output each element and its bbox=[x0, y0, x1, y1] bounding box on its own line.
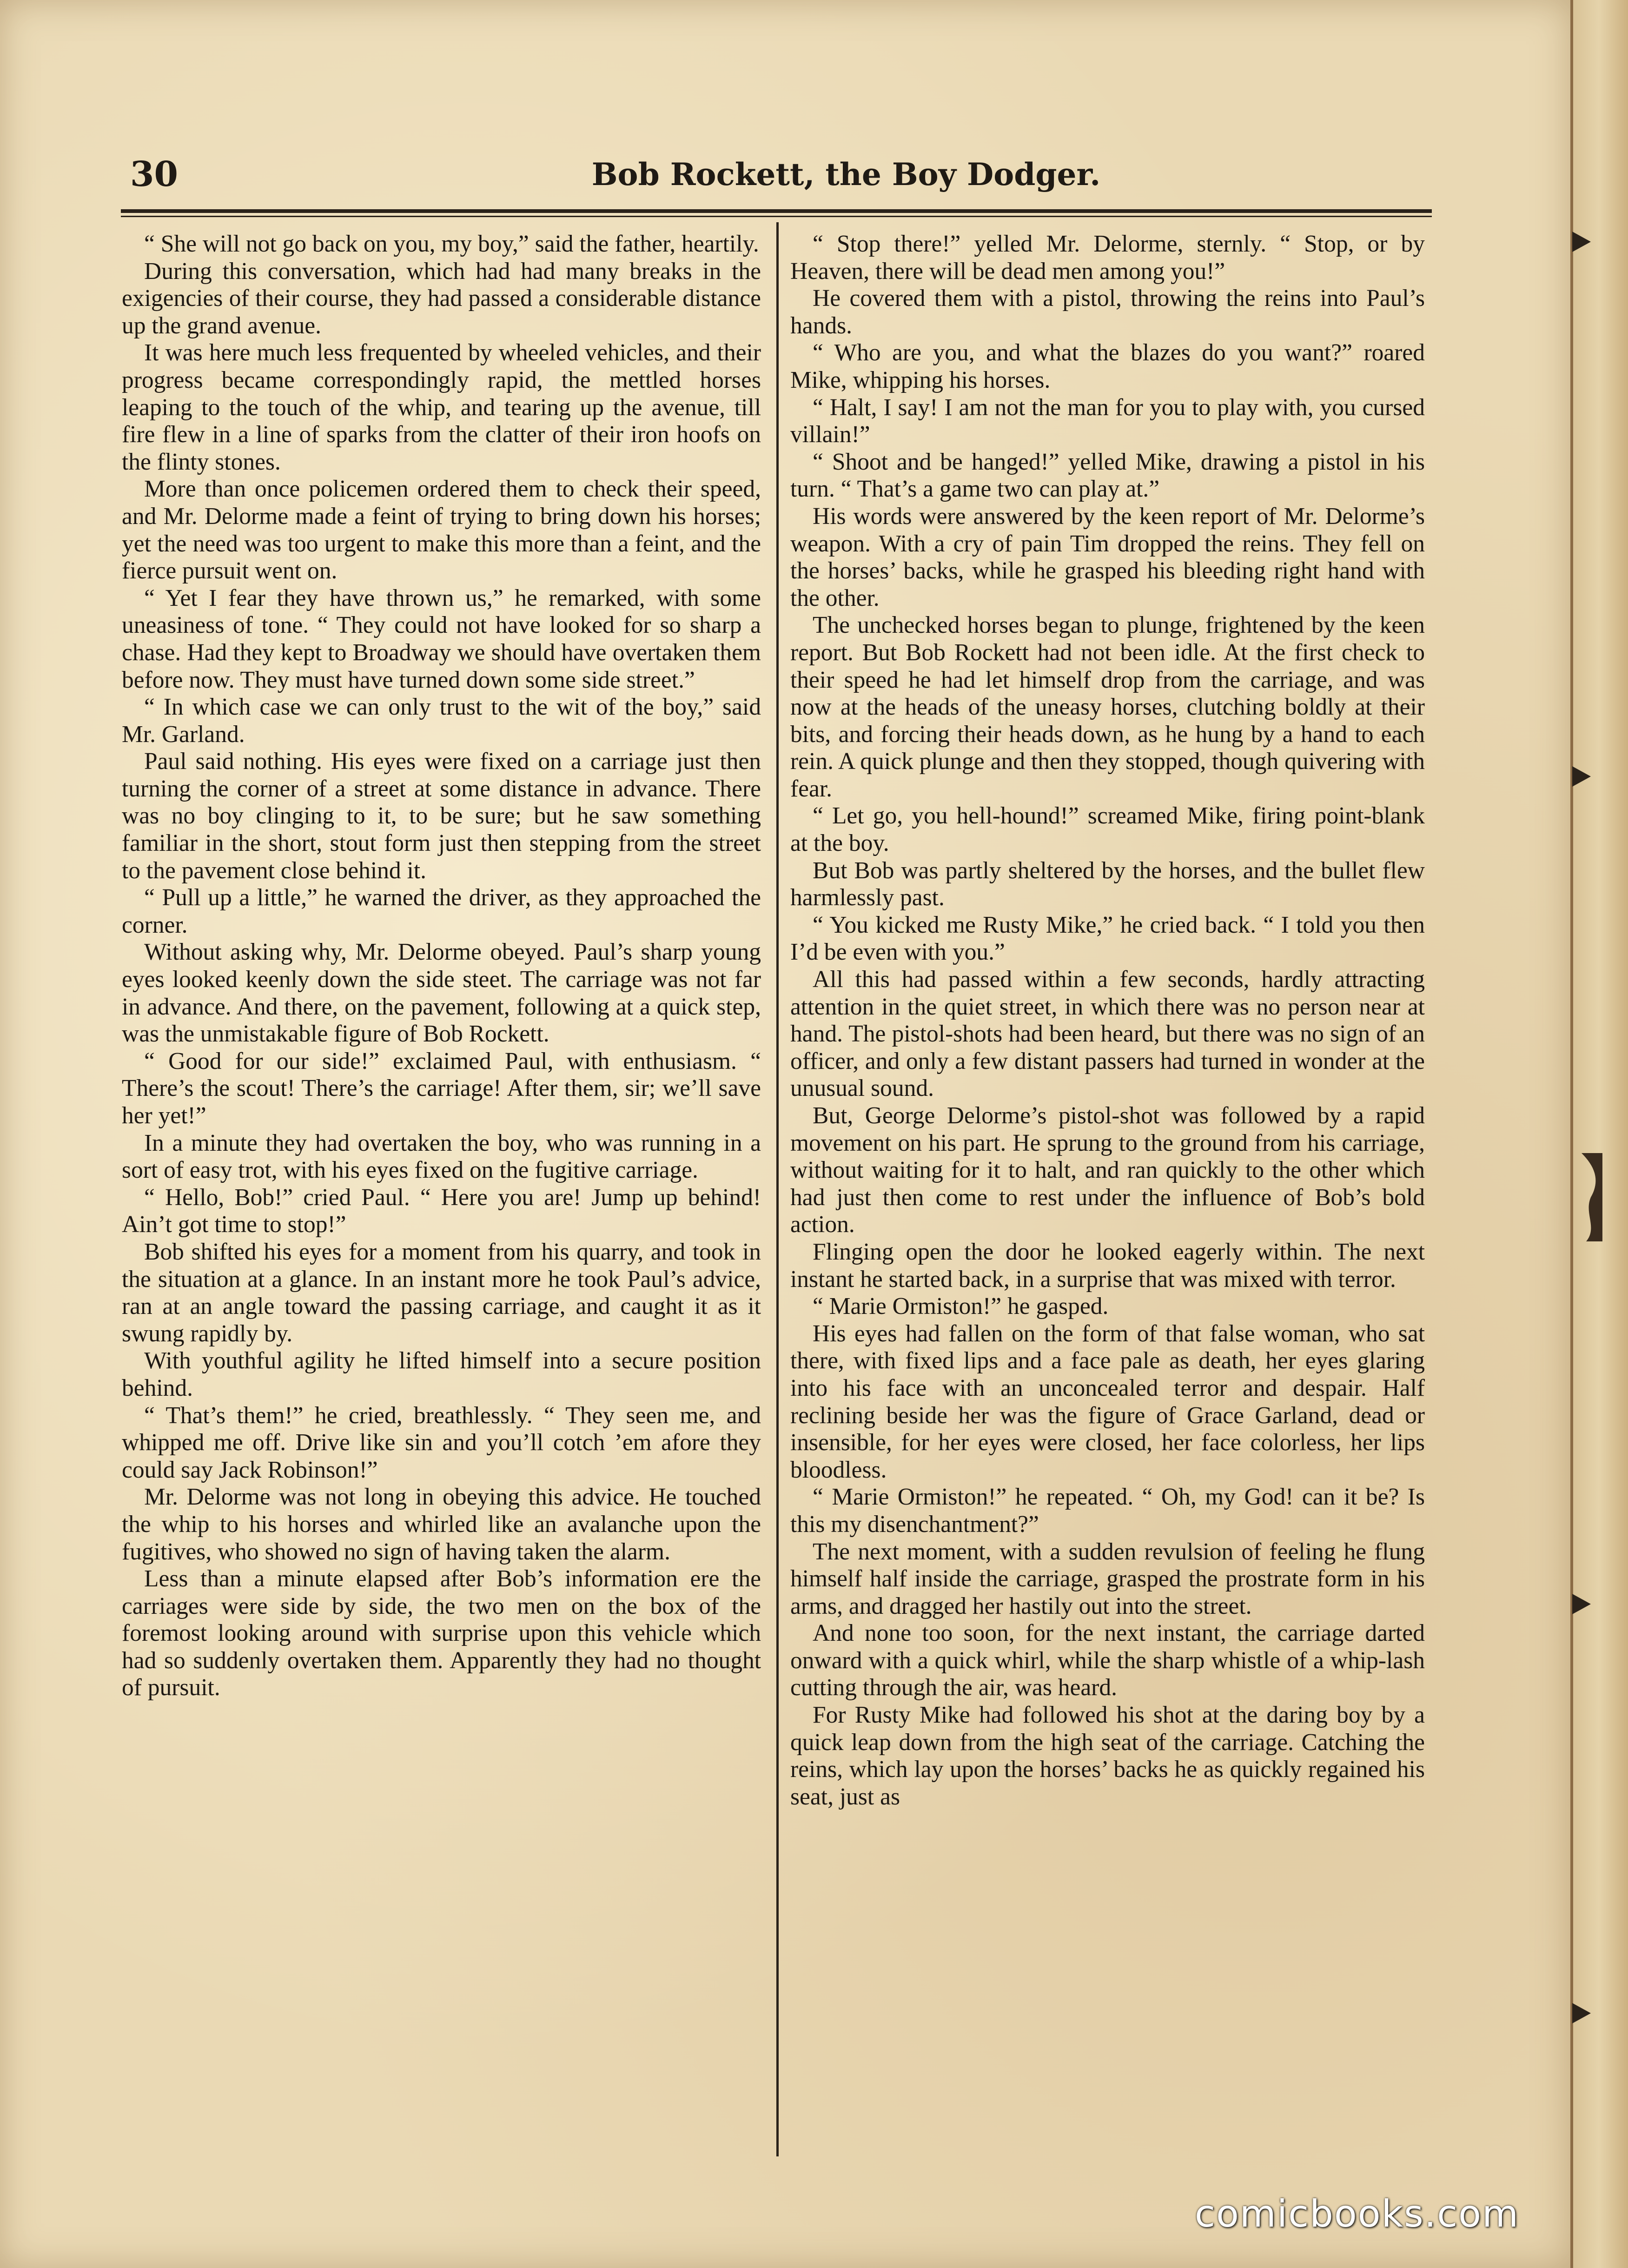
paragraph: With youthful agility he lifted himself into a secure position behind. bbox=[122, 1347, 761, 1401]
binding-stitch-icon bbox=[1544, 763, 1591, 790]
paragraph: “ You kicked me Rusty Mike,” he cried back. “ I told you then I’d be even with you.” bbox=[790, 911, 1425, 966]
paragraph: “ Stop there!” yelled Mr. Delorme, sternly. “ Stop, or by Heaven, there will be dead men among you!” bbox=[790, 231, 1425, 285]
running-title: Bob Rockett, the Boy Dodger. bbox=[591, 156, 1101, 192]
paragraph: But, George Delorme’s pistol-shot was followed by a rapid movement on his part. He sprung to the ground from his carriage, without waiting for it to halt, and ran quickly to the other which had just then come to rest under the influence of Bob’s bold action. bbox=[790, 1102, 1425, 1238]
paragraph: Bob shifted his eyes for a moment from his quarry, and took in the situation at a glance. In an instant more he took Paul’s advice, ran at an angle toward the passing carriage, and caught it as it swung rapidly by. bbox=[122, 1238, 761, 1347]
paragraph: Flinging open the door he looked eagerly within. The next instant he started back, in a surprise that was mixed with terror. bbox=[790, 1238, 1425, 1293]
page-number: 30 bbox=[130, 154, 178, 194]
paragraph: “ Marie Ormiston!” he gasped. bbox=[813, 1293, 1109, 1320]
paragraph: “ Yet I fear they have thrown us,” he remarked, with some uneasiness of tone. “ They could not have looked for so sharp a chase. Had they kept to Broadway we should have overtaken them before now. They must have turned down some side street.” bbox=[122, 584, 761, 693]
paragraph: His eyes had fallen on the form of that false woman, who sat there, with fixed lips and a face pale as death, her eyes glaring into his face with an unconcealed terror and despair. Half reclining beside her was the figure of Grace Garland, dead or insensible, for her eyes were closed, her face colorless, her lips bloodless. bbox=[790, 1320, 1425, 1483]
paragraph: And none too soon, for the next instant, the carriage darted onward with a quick whirl, while the sharp whistle of a whip-lash cutting through the air, was heard. bbox=[790, 1620, 1425, 1701]
paragraph: His words were answered by the keen report of Mr. Delorme’s weapon. With a cry of pain Tim dropped the reins. They fell on the horses’ backs, while he grasped his bleeding right hand with the other. bbox=[790, 503, 1425, 611]
paragraph: “ Shoot and be hanged!” yelled Mike, drawing a pistol in his turn. “ That’s a game two can play at.” bbox=[790, 448, 1425, 503]
watermark: comicbooks.com bbox=[1195, 2192, 1520, 2235]
page-header bbox=[121, 151, 1497, 198]
binding-stitch-icon bbox=[1544, 1999, 1591, 2027]
binding-stitch-icon bbox=[1544, 228, 1591, 256]
paragraph: “ In which case we can only trust to the wit of the boy,” said Mr. Garland. bbox=[122, 694, 761, 748]
paragraph: “ That’s them!” he cried, breathlessly. “ They seen me, and whipped me off. Drive like sin and you’ll cotch ’em afore they could say Jack Robinson!” bbox=[122, 1402, 761, 1483]
right-column bbox=[790, 231, 1425, 1810]
paragraph: “ Marie Ormiston!” he repeated. “ Oh, my God! can it be? Is this my disenchantment?” bbox=[790, 1484, 1425, 1538]
paragraph: In a minute they had overtaken the boy, who was running in a sort of easy trot, with his eyes fixed on the fugitive carriage. bbox=[122, 1129, 761, 1184]
paragraph: Less than a minute elapsed after Bob’s information ere the carriages were side by side, the two men on the box of the foremost looking around with surprise upon this vehicle which had so suddenly overtaken them. Apparently they had no thought of pursuit. bbox=[122, 1565, 761, 1701]
facing-page-edge bbox=[1570, 0, 1628, 2268]
header-rule-thin bbox=[121, 216, 1432, 217]
paragraph: “ Hello, Bob!” cried Paul. “ Here you are! Jump up behind! Ain’t got time to stop!” bbox=[122, 1184, 761, 1238]
paragraph: “ Pull up a little,” he warned the driver, as they approached the corner. bbox=[122, 884, 761, 938]
paragraph: He covered them with a pistol, throwing the reins into Paul’s hands. bbox=[790, 285, 1425, 339]
paragraph: “ She will not go back on you, my boy,” said the father, heartily. bbox=[144, 231, 759, 257]
paper-tear-icon bbox=[1577, 1153, 1605, 1241]
paragraph: The unchecked horses began to plunge, frightened by the keen report. But Bob Rockett had not been idle. At the first check to their speed he had let himself drop from the carriage, and was now at the heads of the uneasy horses, clutching boldly at their bits, and forcing their heads down, as he hung by a hand to each rein. A quick plunge and then they stopped, though quivering with fear. bbox=[790, 612, 1425, 802]
binding-stitch-icon bbox=[1544, 1590, 1591, 1618]
paragraph: For Rusty Mike had followed his shot at the daring boy by a quick leap down from the high seat of the carriage. Catching the reins, which lay upon the horses’ backs he as quickly regained his seat, just as bbox=[790, 1702, 1425, 1810]
column-divider bbox=[776, 222, 779, 2156]
paragraph: More than once policemen ordered them to check their speed, and Mr. Delorme made a feint of trying to bring down his horses; yet the need was too urgent to make this more than a feint, and the fierce pursuit went on. bbox=[122, 476, 761, 584]
paragraph: Paul said nothing. His eyes were fixed on a carriage just then turning the corner of a street at some distance in advance. There was no boy clinging to it, to be sure; but he saw something familiar in the short, stout form just then stepping from the street to the pavement close behind it. bbox=[122, 748, 761, 884]
paragraph: All this had passed within a few seconds, hardly attracting attention in the quiet street, in which there was no person near at hand. The pistol-shots had been heard, but there was no sign of an officer, and only a few distant passers had turned in wonder at the unusual sound. bbox=[790, 966, 1425, 1102]
paragraph: “ Halt, I say! I am not the man for you to play with, you cursed villain!” bbox=[790, 394, 1425, 448]
paragraph: During this conversation, which had had many breaks in the exigencies of their course, they had passed a considerable distance up the grand avenue. bbox=[122, 258, 761, 339]
paragraph: It was here much less frequented by wheeled vehicles, and their progress became correspondingly rapid, the mettled horses leaping to the touch of the whip, and tearing up the avenue, till fire flew in a line of sparks from the clatter of their iron hoofs on the flinty stones. bbox=[122, 339, 761, 475]
paragraph: “ Let go, you hell-hound!” screamed Mike, firing point-blank at the boy. bbox=[790, 802, 1425, 857]
paragraph: Mr. Delorme was not long in obeying this advice. He touched the whip to his horses and whirled like an avalanche upon the fugitives, who showed no sign of having taken the alarm. bbox=[122, 1484, 761, 1565]
paragraph: The next moment, with a sudden revulsion of feeling he flung himself half inside the carriage, grasped the prostrate form in his arms, and dragged her hastily out into the street. bbox=[790, 1538, 1425, 1619]
paragraph: “ Good for our side!” exclaimed Paul, with enthusiasm. “ There’s the scout! There’s the carriage! After them, sir; we’ll save her yet!” bbox=[122, 1048, 761, 1129]
left-column bbox=[122, 231, 761, 1702]
header-rule bbox=[121, 209, 1432, 213]
paragraph: But Bob was partly sheltered by the horses, and the bullet flew harmlessly past. bbox=[790, 857, 1425, 911]
paragraph: “ Who are you, and what the blazes do you want?” roared Mike, whipping his horses. bbox=[790, 339, 1425, 393]
paragraph: Without asking why, Mr. Delorme obeyed. Paul’s sharp young eyes looked keenly down the side steet. The carriage was not far in advance. And there, on the pavement, following at a quick step, was the unmistakable figure of Bob Rockett. bbox=[122, 939, 761, 1048]
